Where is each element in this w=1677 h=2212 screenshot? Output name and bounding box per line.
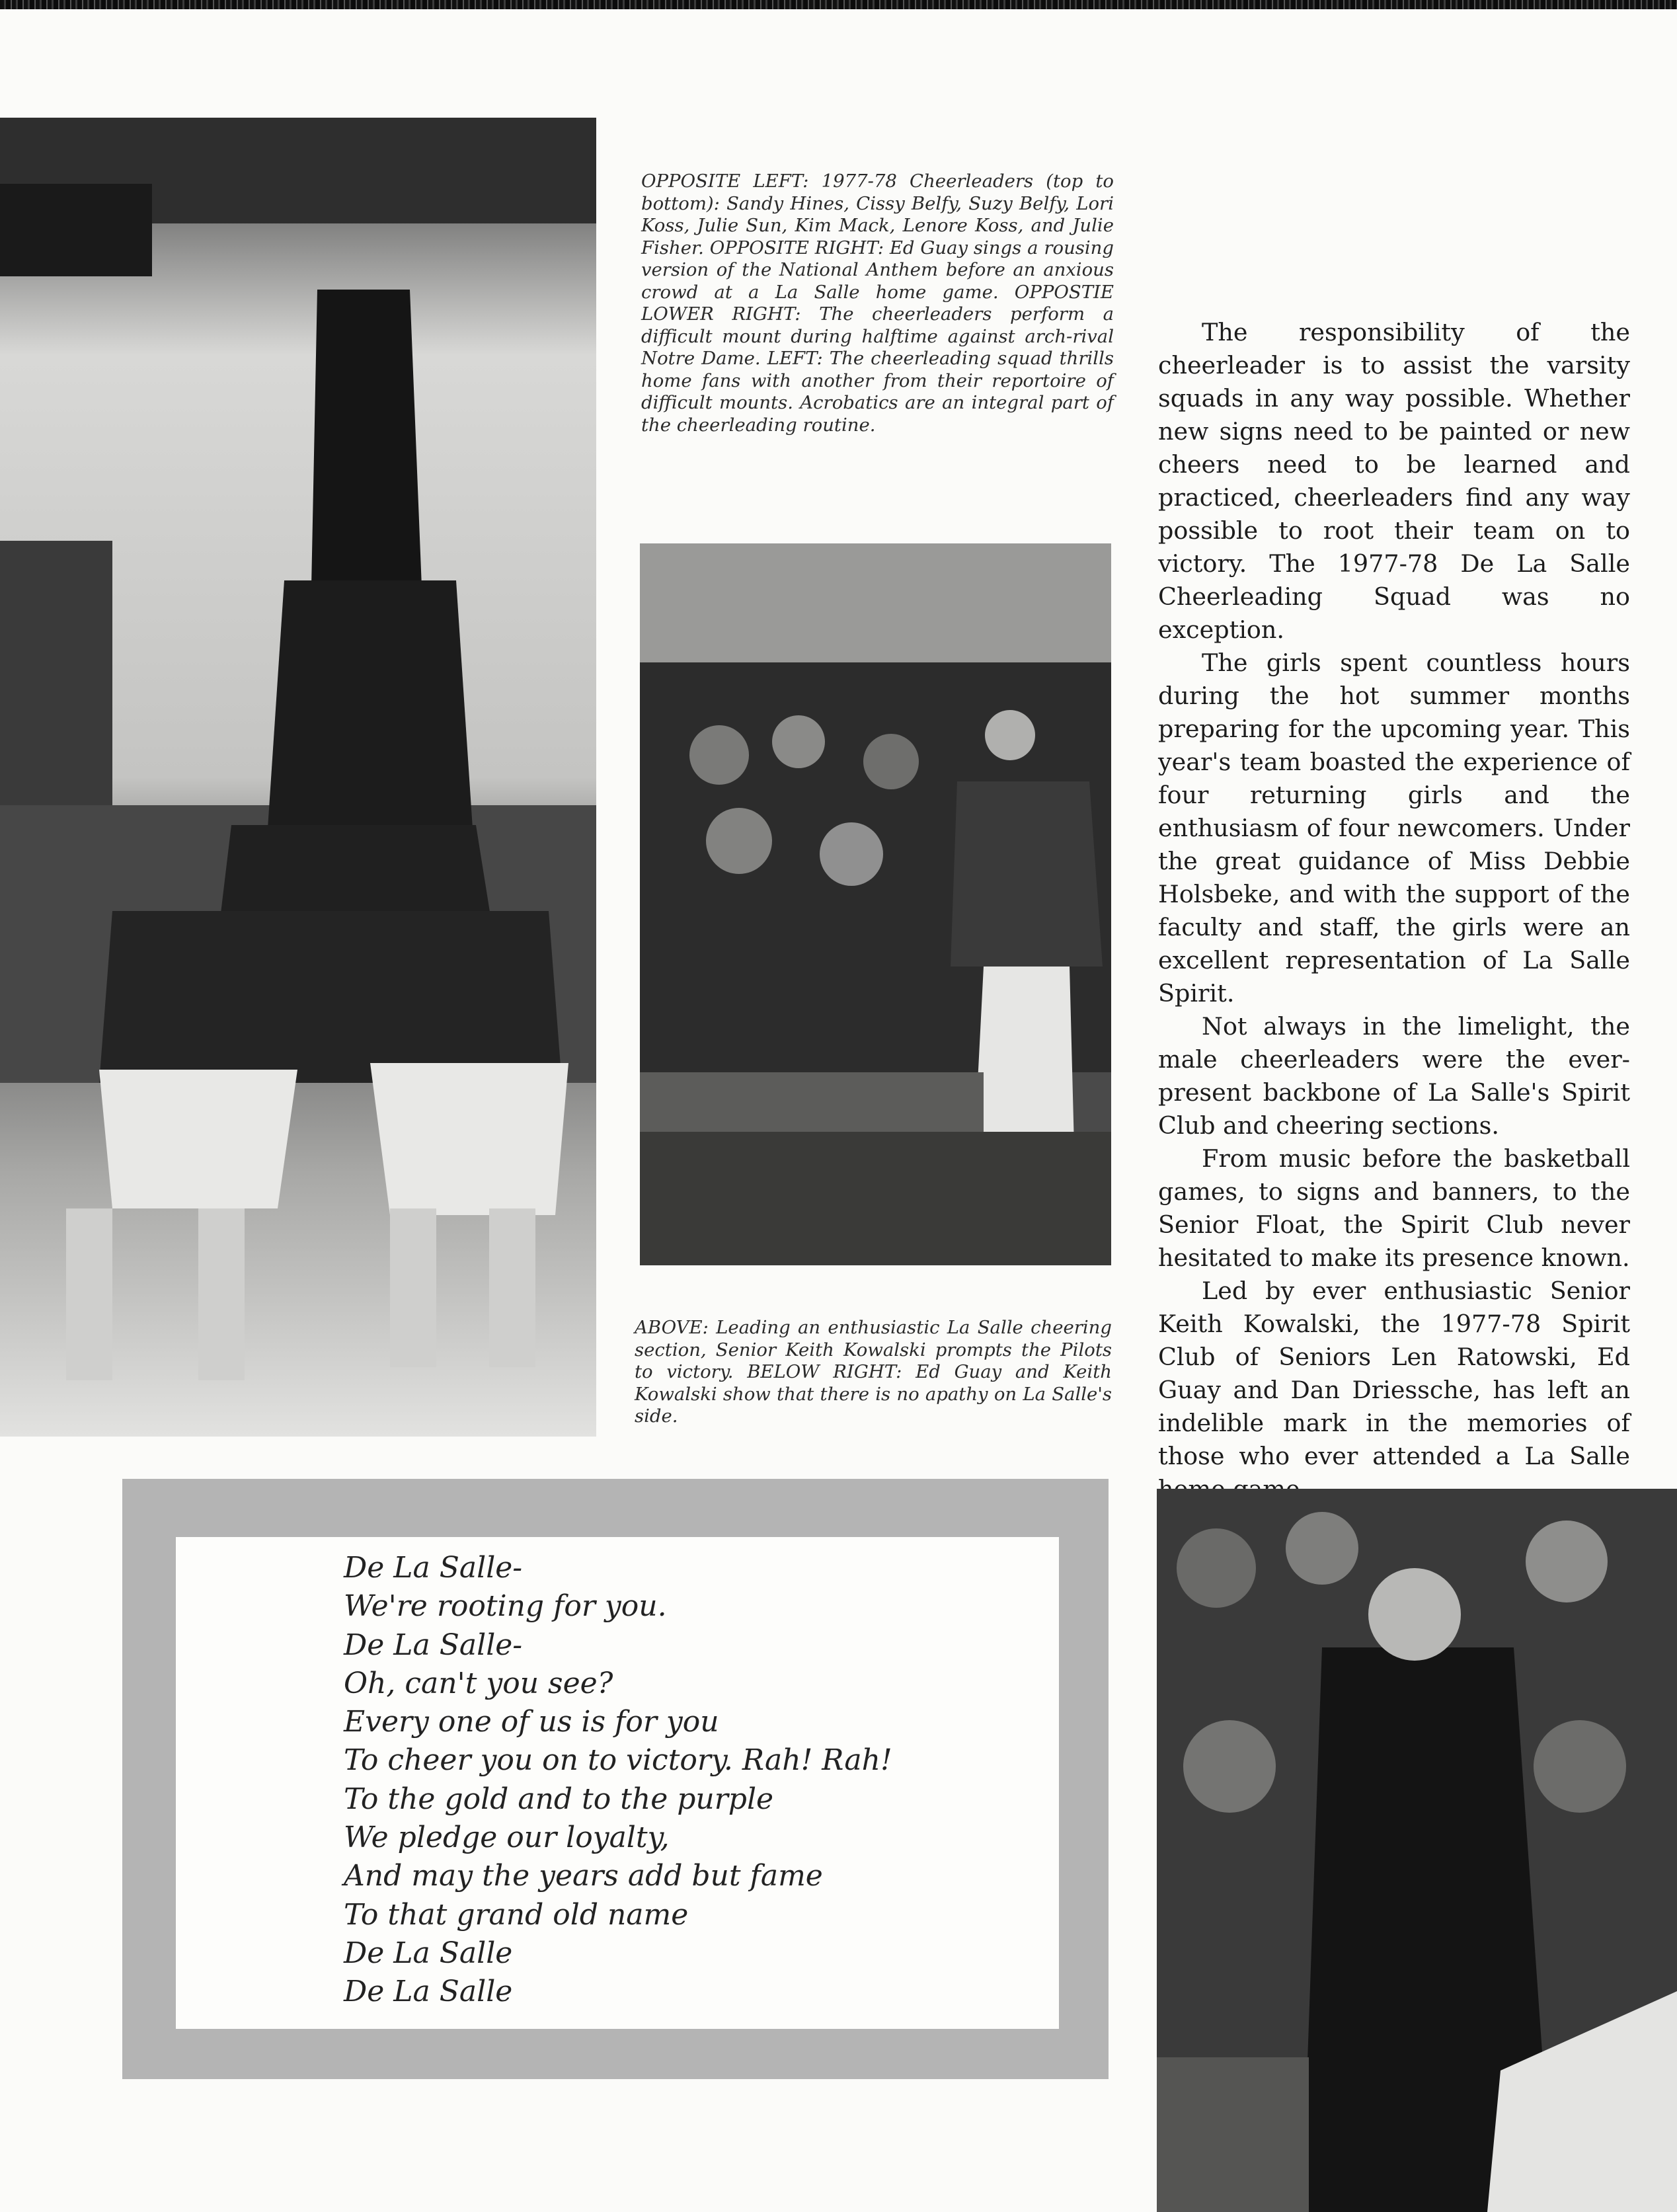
song-line: De La Salle	[344, 1975, 513, 2009]
song-line: We pledge our loyalty,	[344, 1821, 670, 1855]
song-line: To the gold and to the purple	[344, 1782, 774, 1816]
article-body	[1158, 316, 1630, 1506]
song-line: And may the years add but fame	[344, 1859, 823, 1893]
scan-edge	[0, 0, 1677, 9]
body-paragraph: The responsibility of the cheerleader is to assist the varsity squads in any way possible. Whether new signs need to be painted or new cheers need to be learned and practiced, cheerleaders find any way possible to root their team on to victory. The 1977-78 De La Salle Cheerleading Squad was no exception.	[1158, 318, 1630, 644]
song-line: Every one of us is for you	[344, 1705, 719, 1739]
song-line: Oh, can't you see?	[344, 1666, 613, 1700]
photo-caption-above: ABOVE: Leading an enthusiastic La Salle cheering section, Senior Keith Kowalski prompts the Pilots to victory. BELOW RIGHT: Ed Guay and Keith Kowalski show that there is no apathy on La Salle's side.	[635, 1317, 1112, 1427]
photo-caption-top: OPPOSITE LEFT: 1977-78 Cheerleaders (top to bottom): Sandy Hines, Cissy Belfy, Suzy Belfy, Lori Koss, Julie Sun, Kim Mack, Lenore Koss, and Julie Fisher. OPPOSITE RIGHT: Ed Guay sings a rousing version of the National Anthem before an anxious crowd at a La Salle home game. OPPOSTIE LOWER RIGHT: The cheerleaders perform a difficult mount during halftime against arch-rival Notre Dame. LEFT: The cheerleading squad thrills home fans with another from their reportoire of difficult mounts. Acrobatics are an integral part of the cheerleading routine.	[641, 171, 1114, 436]
crowd-banner-photo	[1157, 1489, 1677, 2212]
song-line: De La Salle	[344, 1936, 513, 1970]
song-line: We're rooting for you.	[344, 1589, 667, 1624]
body-paragraph: The girls spent countless hours during the hot summer months preparing for the upcoming year. This year's team boasted the experience of four returning girls and the enthusiasm of four newcomers. Under the great guidance of Miss Debbie Holsbeke, and with the support of the faculty and staff, the girls were an excellent representation of La Salle Spirit.	[1158, 649, 1630, 1007]
song-line: To cheer you on to victory. Rah! Rah!	[344, 1743, 892, 1778]
body-paragraph: Not always in the limelight, the male cheerleaders were the ever-present backbone of La Salle's Spirit Club and cheering sections.	[1158, 1012, 1630, 1140]
song-line: To that grand old name	[344, 1897, 689, 1932]
cheerleader-pyramid-photo	[0, 118, 596, 1437]
body-paragraph: From music before the basketball games, to signs and banners, to the Senior Float, the Spirit Club never hesitated to make its presence known.	[1158, 1144, 1630, 1272]
cheering-section-photo	[640, 543, 1111, 1265]
body-paragraph: Led by ever enthusiastic Senior Keith Kowalski, the 1977-78 Spirit Club of Seniors Len Ratowski, Ed Guay and Dan Driessche, has left an indelible mark in the memories of those who ever attended a La Salle	[1158, 1277, 1630, 1470]
song-line: De La Salle-	[344, 1551, 523, 1585]
song-line: De La Salle-	[344, 1628, 523, 1662]
school-song-lyrics	[344, 1549, 892, 2012]
